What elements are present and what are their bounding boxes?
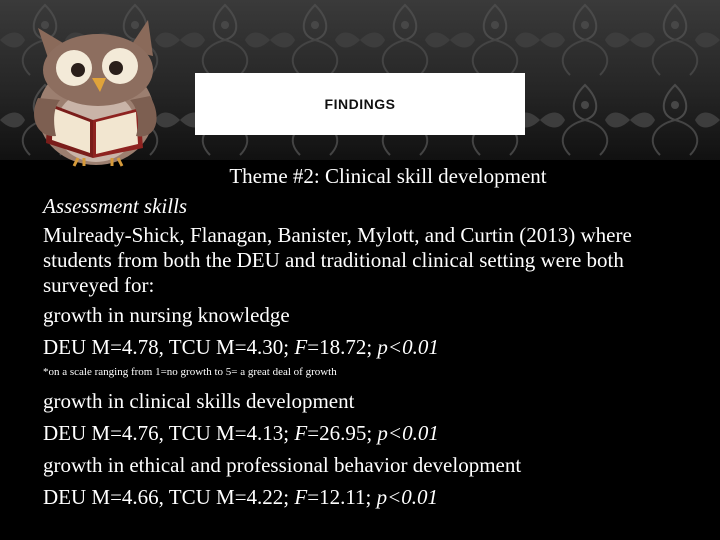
- finding-stats: DEU M=4.66, TCU M=4.22; F=12.11; p<0.01: [43, 485, 439, 509]
- finding-label: growth in clinical skills development: [43, 389, 355, 413]
- scale-note: *on a scale ranging from 1=no growth to 5= a great deal of growth: [43, 366, 337, 378]
- subheading: Assessment skills: [43, 194, 188, 218]
- owl-reading-book-icon: [8, 8, 178, 168]
- finding-stats: DEU M=4.78, TCU M=4.30; F=18.72; p<0.01: [43, 335, 439, 359]
- slide-title-box: [195, 73, 525, 135]
- finding-label: growth in ethical and professional behavior development: [43, 453, 522, 477]
- finding-stats: DEU M=4.76, TCU M=4.13; F=26.95; p<0.01: [43, 421, 439, 445]
- slide-content: [43, 163, 693, 510]
- intro-paragraph: Mulready-Shick, Flanagan, Banister, Mylott, and Curtin (2013) where students from both the DEU and traditional clinical setting were both surveyed for:: [43, 223, 632, 297]
- slide-title: FINDINGS: [324, 96, 396, 112]
- theme-heading: Theme #2: Clinical skill development: [229, 164, 547, 188]
- finding-label: growth in nursing knowledge: [43, 303, 290, 327]
